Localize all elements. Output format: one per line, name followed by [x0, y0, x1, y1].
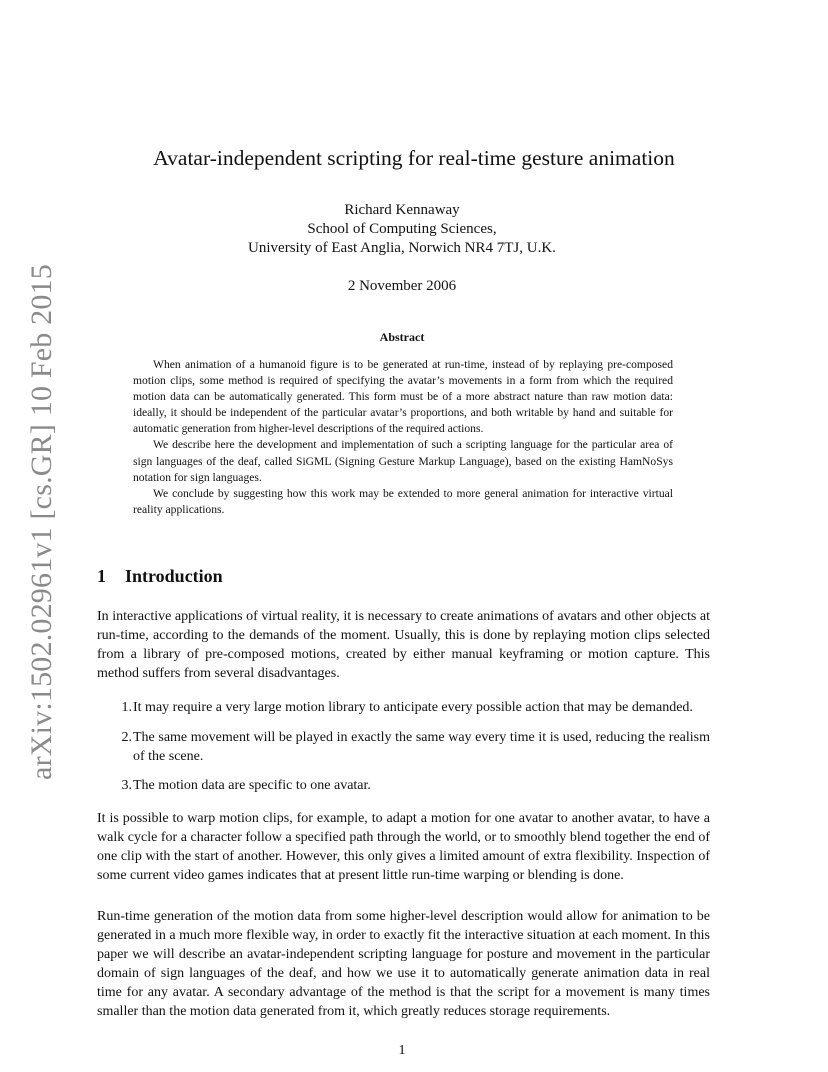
list-item-number: 3. — [121, 778, 132, 793]
arxiv-stamp — [22, 264, 62, 780]
abstract-paragraph: We describe here the development and implementation of such a scripting language for the particular area of sign languages of the deaf, called SiGML (Signing Gesture Markup Language), based on the existing HamNoSys notation for sign languages. — [133, 438, 673, 484]
list-item — [112, 777, 710, 796]
abstract-paragraph: When animation of a humanoid figure is to be generated at run-time, instead of by replaying pre-composed motion clips, some method is required of specifying the avatar’s movements in a form from which the required motion data can be automatically generated. This form must be of a more abstract nature than raw motion data: ideally, it should be independent of the particular avatar’s proportions, and both writable by hand and suitable for automatic generation from higher-level descriptions of the required actions. — [133, 358, 673, 436]
abstract-heading: Abstract — [379, 330, 425, 344]
paper-title: Avatar-independent scripting for real-time gesture animation — [153, 146, 675, 170]
author-block — [0, 201, 804, 258]
list-item-text: The same movement will be played in exactly the same way every time it is used, reducing the realism of the scene. — [133, 730, 710, 764]
body-paragraph-text: It is possible to warp motion clips, for example, to adapt a motion for one avatar to another avatar, to have a walk cycle for a character follow a specified path through the world, or to smoothly blend together the end of one clip with the start of another. However, this only gives a limited amount of extra flexibility. Inspection of some current video games indicates that at present little run-time warping or blending is done. — [97, 811, 710, 883]
body-paragraph — [97, 908, 710, 1021]
list-item-number: 1. — [121, 700, 132, 715]
list-item — [112, 699, 710, 718]
section-title: Introduction — [125, 566, 223, 586]
author-name: Richard Kennaway — [344, 202, 460, 218]
list-item-text: It may require a very large motion library to anticipate every possible action that may be demanded. — [133, 700, 693, 715]
intro-paragraph-text: In interactive applications of virtual reality, it is necessary to create animations of avatars and other objects at run-time, according to the demands of the moment. Usually, this is done by replaying motion clips selected from a library of pre-composed motions, created by either manual keyframing or motion capture. This method suffers from several disadvantages. — [97, 609, 710, 681]
body-paragraph — [97, 810, 710, 886]
section-heading — [97, 566, 223, 587]
list-item-number: 2. — [121, 730, 132, 745]
list-item — [112, 729, 710, 767]
body-paragraph-text: Run-time generation of the motion data from some higher-level description would allow for animation to be generated in a much more flexible way, in order to exactly fit the interactive situation at each moment. In this paper we will describe an avatar-independent scripting language for posture and movement in the particular domain of sign languages of the deaf, and how we use it to automatically generate animation data in real time for any avatar. A secondary advantage of the method is that the script for a movement is many times smaller than the motion data generated from it, which greatly reduces storage requirements. — [97, 909, 710, 1019]
section-number: 1 — [97, 566, 106, 586]
author-department: School of Computing Sciences, — [307, 221, 497, 237]
arxiv-stamp-text: arXiv:1502.02961v1 [cs.GR] 10 Feb 2015 — [25, 264, 58, 780]
page-number: 1 — [398, 1043, 406, 1058]
intro-paragraph — [97, 608, 710, 684]
paper-date: 2 November 2006 — [347, 278, 457, 294]
list-item-text: The motion data are specific to one avatar. — [133, 778, 371, 793]
abstract-paragraph: We conclude by suggesting how this work may be extended to more general animation for interactive virtual reality applications. — [133, 486, 673, 516]
author-address: University of East Anglia, Norwich NR4 7TJ, U.K. — [248, 240, 556, 256]
abstract-body — [133, 357, 673, 518]
